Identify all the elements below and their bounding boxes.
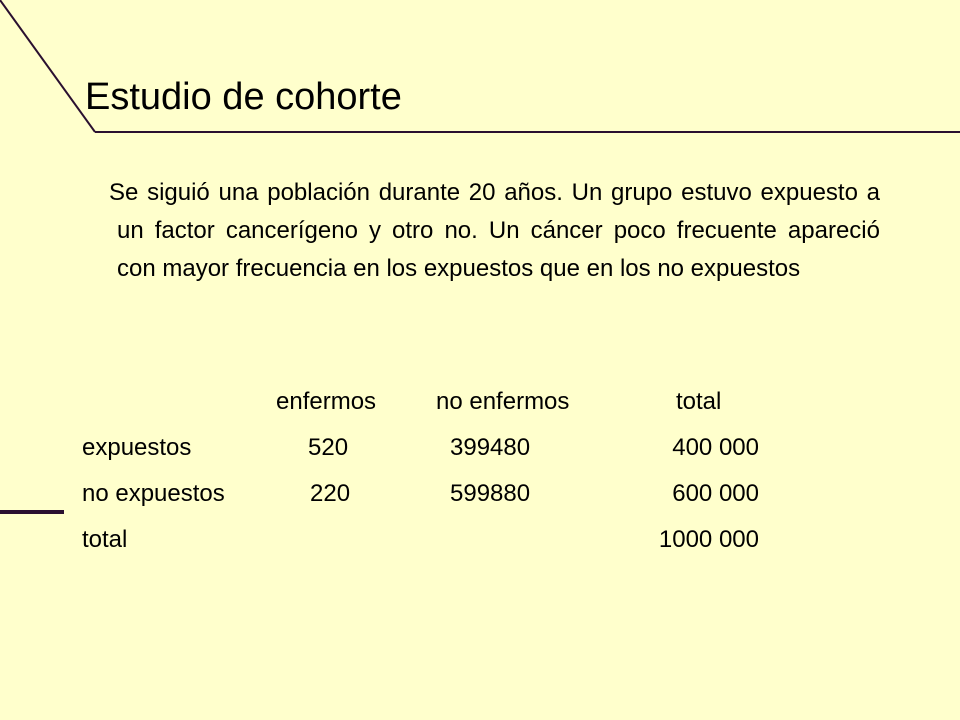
- slide-paragraph: Se siguió una población durante 20 años. Un grupo estuvo expuesto a un factor cancerígeno y otro no. Un cáncer poco frecuente apareció con mayor frecuencia en los expuestos que en los no expuestos: [109, 179, 880, 282]
- cell-no-expuestos-no-enfermos: 599880: [450, 480, 531, 507]
- cell-expuestos-total: 400 000: [672, 434, 759, 461]
- row-label-total: total: [82, 526, 128, 553]
- row-label-no-expuestos: no expuestos: [82, 480, 225, 507]
- header-total: total: [676, 388, 722, 415]
- header-enfermos: enfermos: [276, 388, 377, 415]
- cell-no-expuestos-enfermos: 220: [310, 480, 351, 507]
- row-label-expuestos: expuestos: [82, 434, 192, 461]
- cell-no-expuestos-total: 600 000: [672, 480, 759, 507]
- cell-expuestos-no-enfermos: 399480: [450, 434, 531, 461]
- slide-title: Estudio de cohorte: [85, 76, 402, 118]
- cell-grand-total: 1000 000: [658, 526, 759, 553]
- header-no-enfermos: no enfermos: [436, 388, 570, 415]
- cell-expuestos-enfermos: 520: [308, 434, 349, 461]
